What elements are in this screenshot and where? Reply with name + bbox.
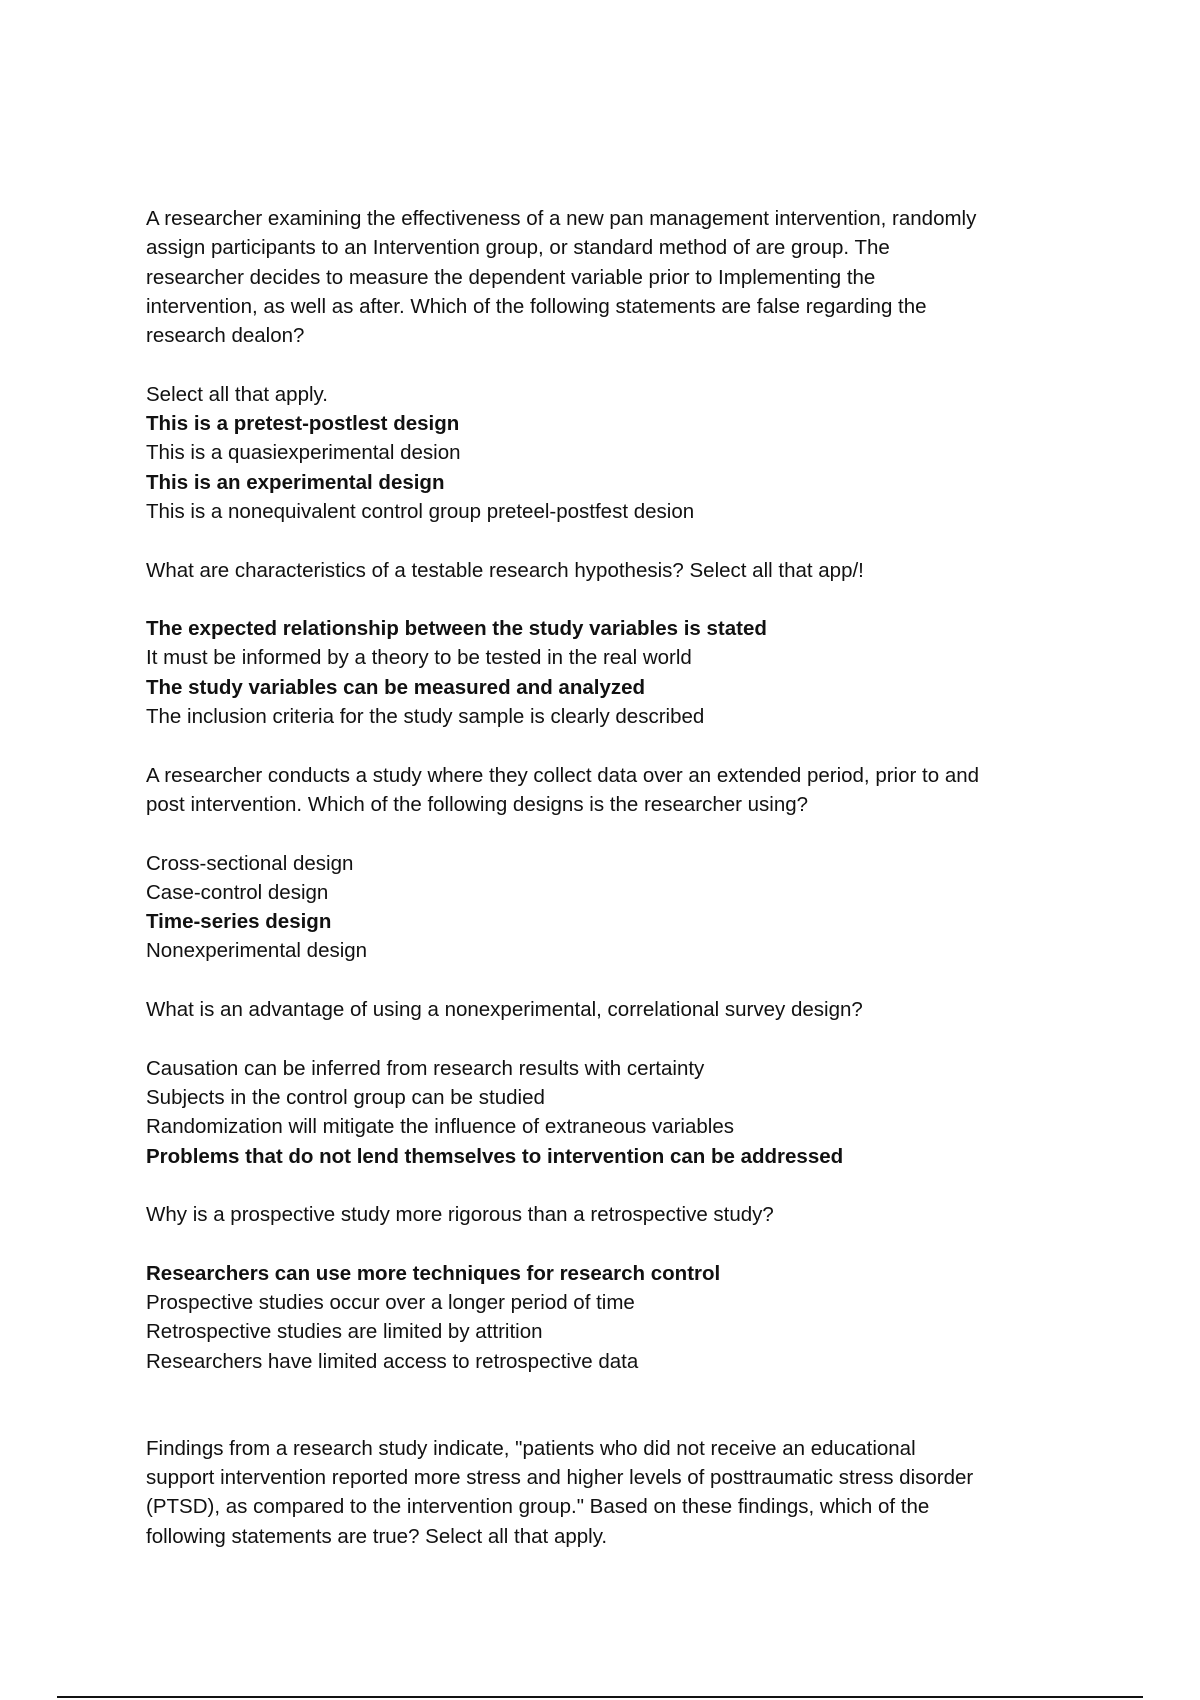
question-3-options bbox=[146, 849, 1066, 966]
answer-option-correct: This is an experimental design bbox=[146, 470, 445, 494]
spacer bbox=[146, 1024, 1066, 1053]
spacer bbox=[146, 1229, 1066, 1258]
answer-option: It must be informed by a theory to be tested in the real world bbox=[146, 646, 692, 670]
document-page bbox=[146, 204, 1066, 1551]
text-line: (PTSD), as compared to the intervention group." Based on these findings, which of the bbox=[146, 1495, 930, 1519]
answer-option: Causation can be inferred from research results with certainty bbox=[146, 1056, 705, 1080]
question-2-options bbox=[146, 614, 1066, 731]
text-line: following statements are true? Select all that apply. bbox=[146, 1524, 608, 1548]
text-line: assign participants to an Intervention group, or standard method of are group. The bbox=[146, 236, 890, 260]
text-line: research dealon? bbox=[146, 324, 305, 348]
question-6-stem bbox=[146, 1434, 1066, 1551]
spacer bbox=[146, 526, 1066, 555]
text-line: A researcher examining the effectiveness of a new pan management intervention, randomly bbox=[146, 207, 977, 230]
spacer bbox=[146, 350, 1066, 379]
answer-option: Cross-sectional design bbox=[146, 851, 354, 875]
answer-option: Prospective studies occur over a longer period of time bbox=[146, 1290, 635, 1314]
question-4-options bbox=[146, 1054, 1066, 1171]
question-2-stem bbox=[146, 556, 1066, 585]
answer-option: Nonexperimental design bbox=[146, 939, 368, 963]
answer-option: This is a nonequivalent control group preteel-postfest desion bbox=[146, 499, 695, 523]
question-4-stem bbox=[146, 995, 1066, 1024]
question-1-instruction: Select all that apply. bbox=[146, 382, 328, 406]
text-line: researcher decides to measure the dependent variable prior to Implementing the bbox=[146, 265, 876, 289]
answer-option-correct: The expected relationship between the study variables is stated bbox=[146, 617, 767, 641]
answer-option: Subjects in the control group can be studied bbox=[146, 1085, 545, 1109]
text-line: What is an advantage of using a nonexperimental, correlational survey design? bbox=[146, 998, 863, 1022]
text-line: Why is a prospective study more rigorous than a retrospective study? bbox=[146, 1203, 774, 1227]
question-1-stem bbox=[146, 204, 1066, 350]
text-line: support intervention reported more stress and higher levels of posttraumatic stress disorder bbox=[146, 1466, 974, 1490]
text-line: post intervention. Which of the following designs is the researcher using? bbox=[146, 792, 809, 816]
answer-option-correct: Problems that do not lend themselves to intervention can be addressed bbox=[146, 1144, 844, 1168]
answer-option: This is a quasiexperimental desion bbox=[146, 441, 461, 465]
text-line: A researcher conducts a study where they collect data over an extended period, prior to and bbox=[146, 763, 980, 787]
answer-option: Retrospective studies are limited by attrition bbox=[146, 1320, 543, 1344]
answer-option-correct: Researchers can use more techniques for research control bbox=[146, 1261, 721, 1285]
question-1-options bbox=[146, 380, 1066, 526]
question-5-stem bbox=[146, 1200, 1066, 1229]
answer-option-correct: Time-series design bbox=[146, 910, 332, 934]
question-3-stem bbox=[146, 761, 1066, 820]
answer-option-correct: The study variables can be measured and analyzed bbox=[146, 675, 646, 699]
spacer bbox=[146, 585, 1066, 614]
spacer bbox=[146, 819, 1066, 848]
spacer bbox=[146, 731, 1066, 760]
text-line: Findings from a research study indicate, "patients who did not receive an educational bbox=[146, 1436, 916, 1460]
spacer bbox=[146, 1171, 1066, 1200]
question-5-options bbox=[146, 1259, 1066, 1376]
spacer bbox=[146, 1376, 1066, 1434]
answer-option: Randomization will mitigate the influence of extraneous variables bbox=[146, 1115, 734, 1139]
answer-option: Researchers have limited access to retrospective data bbox=[146, 1349, 639, 1373]
text-line: What are characteristics of a testable research hypothesis? Select all that app/! bbox=[146, 558, 864, 582]
spacer bbox=[146, 966, 1066, 995]
page-divider bbox=[57, 1696, 1143, 1698]
text-line: intervention, as well as after. Which of the following statements are false regarding the bbox=[146, 294, 927, 318]
answer-option: The inclusion criteria for the study sample is clearly described bbox=[146, 705, 705, 729]
answer-option-correct: This is a pretest-postlest design bbox=[146, 412, 460, 436]
answer-option: Case-control design bbox=[146, 880, 329, 904]
